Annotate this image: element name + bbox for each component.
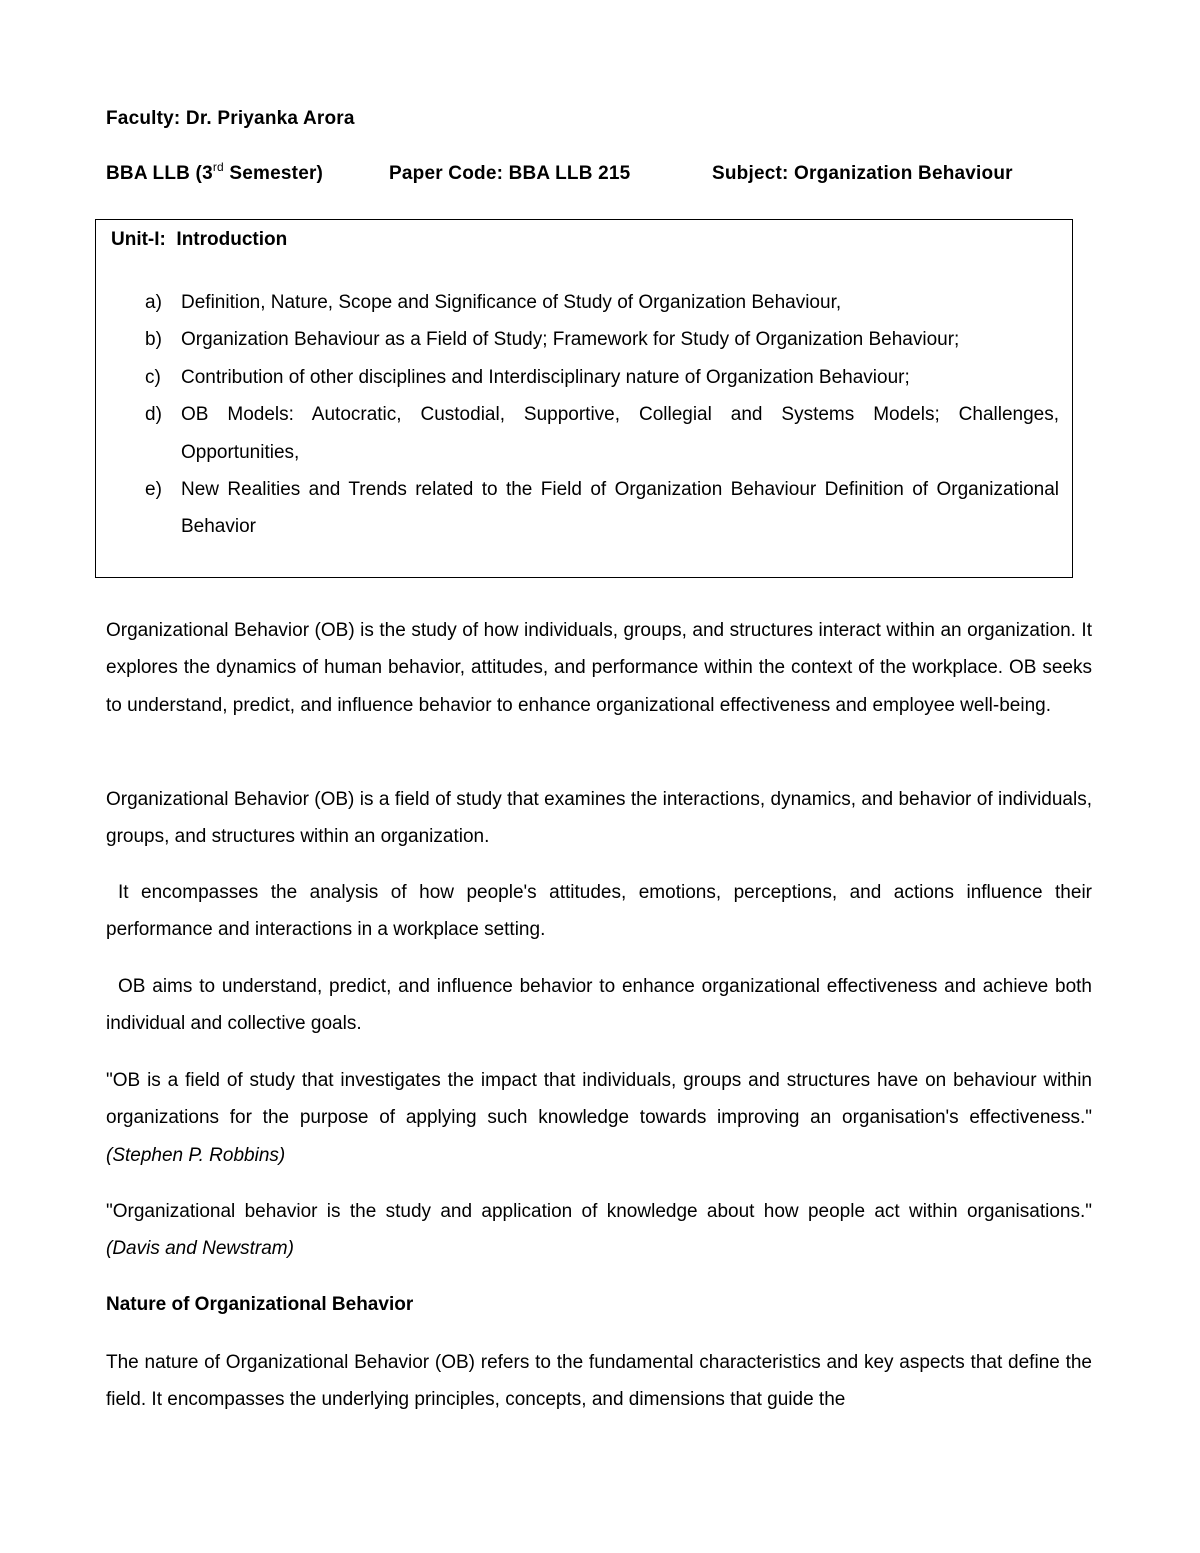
faculty-line: Faculty: Dr. Priyanka Arora xyxy=(106,108,355,129)
section-heading-nature: Nature of Organizational Behavior xyxy=(106,1294,414,1315)
list-item xyxy=(111,396,1059,471)
list-item-text: Contribution of other disciplines and Interdisciplinary nature of Organization Behaviour; xyxy=(181,366,910,388)
list-item xyxy=(111,359,1059,396)
paragraph-ob-encompasses: It encompasses the analysis of how people's attitudes, emotions, perceptions, and actions influence their performance and interactions in a workplace setting. xyxy=(106,882,1092,941)
course-label xyxy=(106,160,324,185)
subject-label: Subject: Organization Behaviour xyxy=(712,163,1013,184)
course-superscript: rd xyxy=(212,160,224,174)
paragraph-ob-study: Organizational Behavior (OB) is the study of how individuals, groups, and structures interact within an organization. It explores the dynamics of human behavior, attitudes, and performance within the context of the workplace. OB seeks to understand, predict, and influence behavior to enhance organizational effectiveness and employee well-being. xyxy=(106,620,1092,716)
paper-code: Paper Code: BBA LLB 215 xyxy=(389,163,631,184)
paragraph-nature-intro: The nature of Organizational Behavior (OB) refers to the fundamental characteristics and key aspects that define the field. It encompasses the underlying principles, concepts, and dimensions that guide the xyxy=(106,1352,1092,1411)
paragraph-ob-field: Organizational Behavior (OB) is a field of study that examines the interactions, dynamics, and behavior of individuals, groups, and structures within an organization. xyxy=(106,789,1092,848)
list-item xyxy=(111,471,1059,546)
robbins-quote-text: "OB is a field of study that investigates the impact that individuals, groups and structures have on behaviour within organizations for the purpose of applying such knowledge towards improving an organisation's effectiveness." xyxy=(106,1070,1092,1129)
unit-syllabus-box xyxy=(95,219,1073,578)
list-item xyxy=(111,284,1059,321)
list-marker: c) xyxy=(145,366,161,388)
davis-citation: (Davis and Newstram) xyxy=(106,1238,294,1260)
list-marker: a) xyxy=(145,292,162,313)
list-marker: e) xyxy=(145,479,162,501)
course-suffix: Semester) xyxy=(223,163,324,184)
list-item-text: OB Models: Autocratic, Custodial, Supportive, Collegial and Systems Models; Challenges, Opportunities, xyxy=(181,404,1059,463)
list-item-text: Organization Behaviour as a Field of Study; Framework for Study of Organization Behaviour; xyxy=(181,329,960,351)
list-item xyxy=(111,321,1059,358)
davis-quote-text: "Organizational behavior is the study and application of knowledge about how people act within organisations." xyxy=(106,1201,1092,1222)
list-item-text: Definition, Nature, Scope and Significance of Study of Organization Behaviour, xyxy=(181,292,842,313)
course-prefix: BBA LLB (3 xyxy=(106,163,213,184)
robbins-citation: (Stephen P. Robbins) xyxy=(106,1144,286,1166)
list-marker: b) xyxy=(145,329,162,351)
paragraph-ob-aims: OB aims to understand, predict, and influence behavior to enhance organizational effectiveness and achieve both individual and collective goals. xyxy=(106,976,1092,1035)
paragraph-davis-quote xyxy=(106,1193,1092,1268)
list-item-text: New Realities and Trends related to the Field of Organization Behaviour Definition of Organizational Behavior xyxy=(181,479,1059,538)
unit-topic-list xyxy=(111,284,1059,546)
list-marker: d) xyxy=(145,404,162,426)
paragraph-robbins-quote xyxy=(106,1062,1092,1174)
unit-title: Unit-I: Introduction xyxy=(111,229,288,250)
